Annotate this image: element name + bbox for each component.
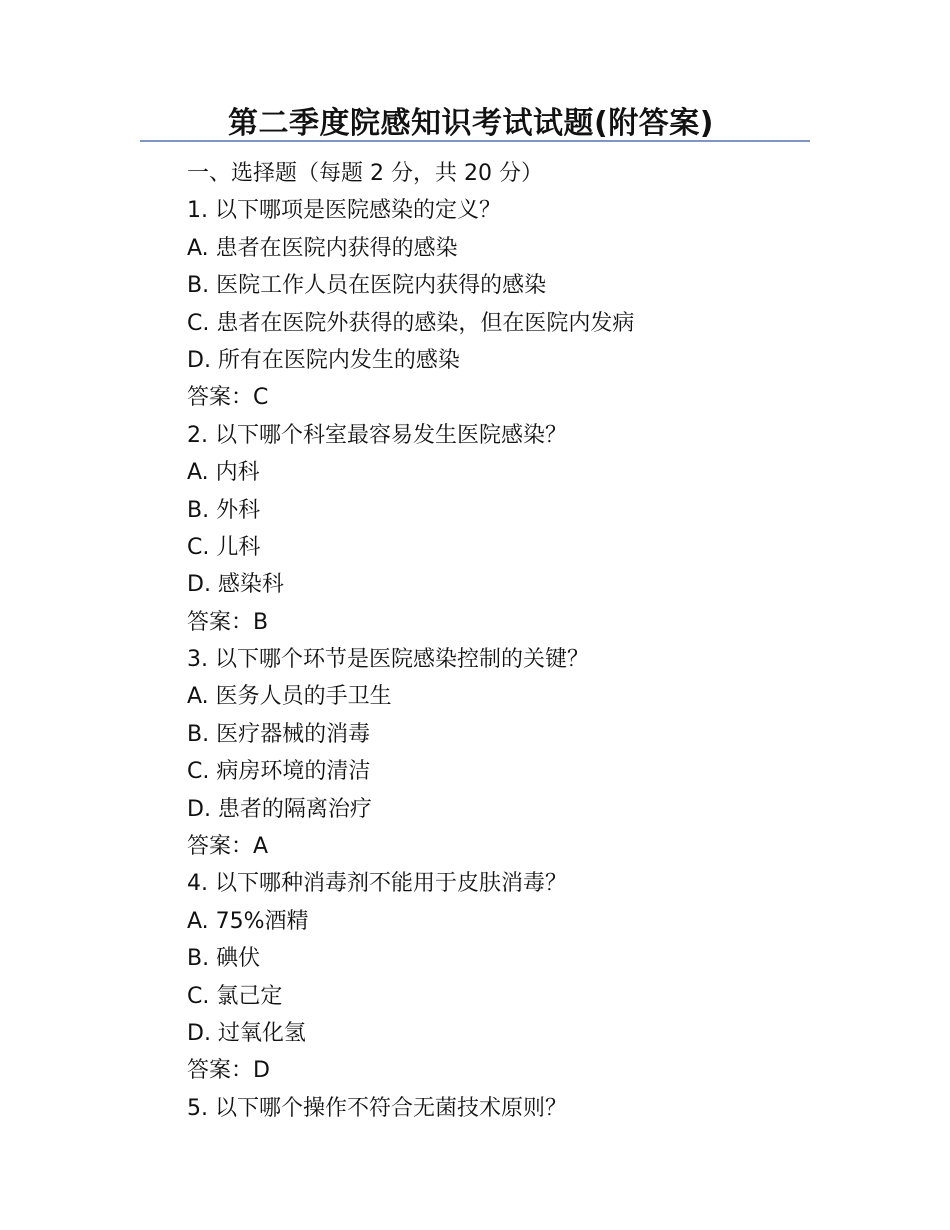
question-2-option-c: C. 儿科 (187, 534, 261, 560)
question-1-option-a: A. 患者在医院内获得的感染 (187, 235, 458, 261)
question-4: 4. 以下哪种消毒剂不能用于皮肤消毒？ (187, 871, 567, 897)
question-5: 5. 以下哪个操作不符合无菌技术原则？ (187, 1095, 567, 1121)
question-1-option-d: D. 所有在医院内发生的感染 (187, 347, 460, 373)
question-3: 3. 以下哪个环节是医院感染控制的关键？ (187, 647, 589, 673)
question-1: 1. 以下哪项是医院感染的定义？ (187, 198, 501, 224)
question-1-option-c: C. 患者在医院外获得的感染，但在医院内发病 (187, 310, 635, 336)
question-4-answer: 答案：D (187, 1058, 270, 1084)
document-body (187, 155, 887, 1127)
question-1-option-b: B. 医院工作人员在医院内获得的感染 (187, 273, 547, 299)
question-3-option-b: B. 医疗器械的消毒 (187, 721, 371, 747)
question-4-option-c: C. 氯己定 (187, 983, 283, 1009)
question-2-option-d: D. 感染科 (187, 572, 284, 598)
question-2: 2. 以下哪个科室最容易发生医院感染？ (187, 422, 567, 448)
question-2-option-a: A. 内科 (187, 460, 260, 486)
question-3-option-d: D. 患者的隔离治疗 (187, 796, 372, 822)
question-3-option-a: A. 医务人员的手卫生 (187, 684, 392, 710)
question-3-option-c: C. 病房环境的清洁 (187, 759, 371, 785)
question-2-answer: 答案：B (187, 609, 269, 635)
section-heading: 一、选择题（每题 2 分，共 20 分） (187, 161, 543, 186)
question-3-answer: 答案：A (187, 834, 269, 860)
question-2-option-b: B. 外科 (187, 497, 261, 523)
question-4-option-a: A. 75%酒精 (187, 908, 309, 934)
document-title: 第二季度院感知识考试试题(附答案) (228, 106, 714, 141)
question-4-option-d: D. 过氧化氢 (187, 1020, 306, 1046)
question-1-answer: 答案：C (187, 385, 269, 411)
question-4-option-b: B. 碘伏 (187, 946, 261, 972)
document-title-block (140, 104, 810, 142)
